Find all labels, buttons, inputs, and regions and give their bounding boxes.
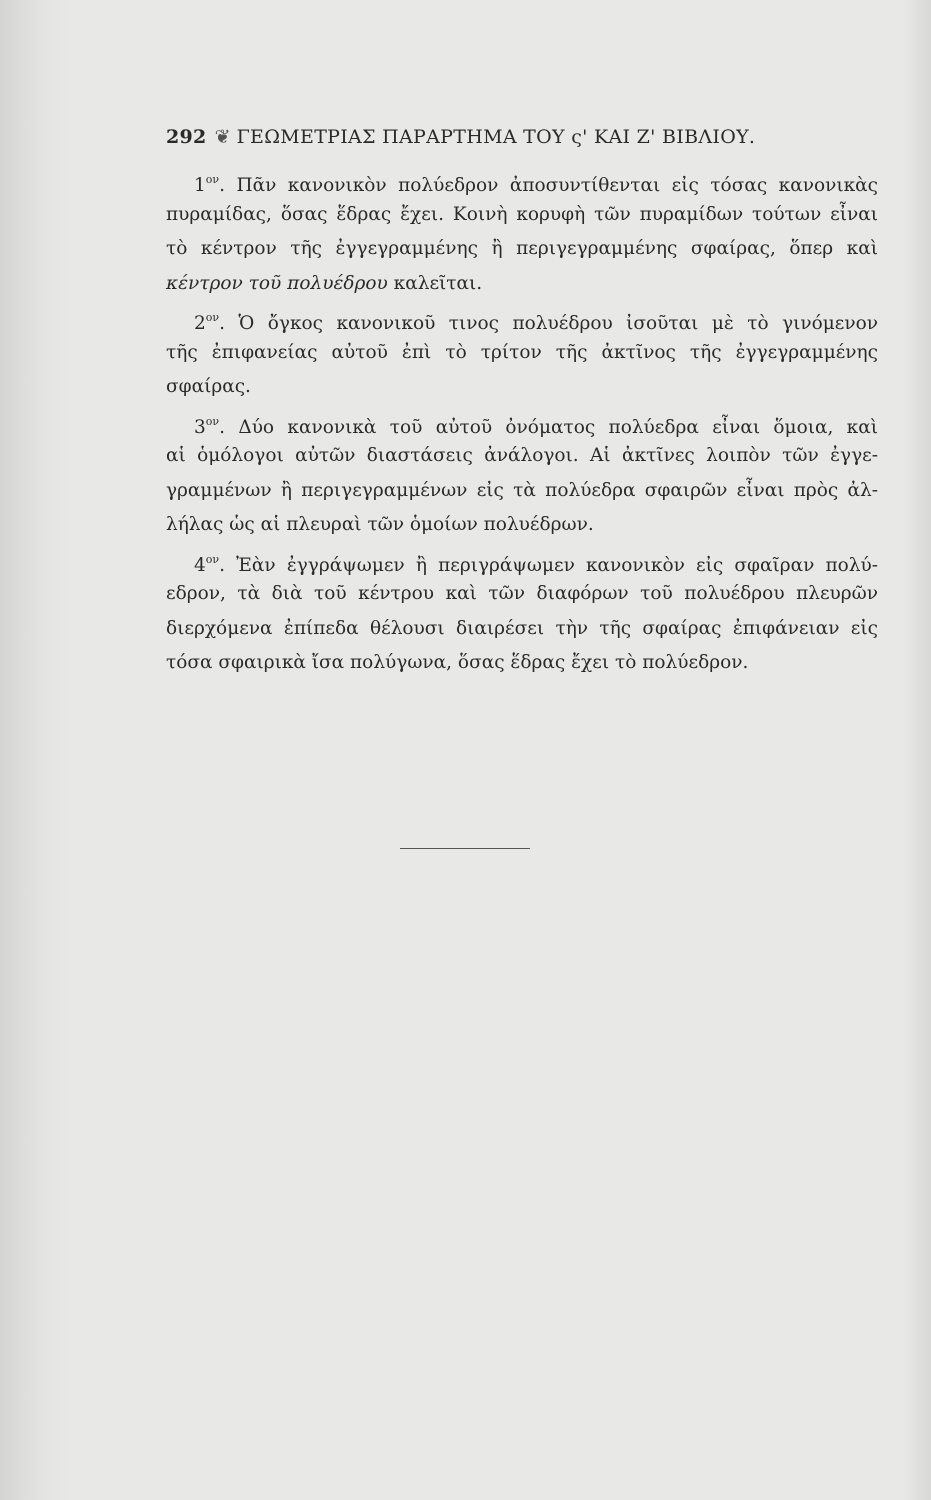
- paragraph-4-line-3: διερχόμενα ἐπίπεδα θέλουσι διαιρέσει τὴν τῆς σφαίρας ἐπιφάνειαν εἰς: [166, 617, 878, 639]
- paragraph-3-line-4: λήλας ὡς αἱ πλευραὶ τῶν ὁμοίων πολυέδρων.: [166, 514, 594, 535]
- paragraph-2-line-3: σφαίρας.: [166, 376, 251, 397]
- paragraph-2-number: $2^{o\nu}$.: [194, 311, 239, 334]
- ornament-icon: ❦: [214, 126, 231, 148]
- page-right-shadow: [903, 0, 931, 1500]
- header-title: ΓΕΩΜΕΤΡΙΑΣ ΠΑΡΑΡΤΗΜΑ ΤΟΥ ς' ΚΑΙ Ζ' ΒΙΒΛΙΟΥ.: [236, 126, 756, 148]
- paragraph-1-line-2: πυραμίδας, ὅσας ἕδρας ἔχει. Κοινὴ κορυφὴ τῶν πυραμίδων τούτων εἶναι: [166, 203, 878, 225]
- italic-phrase: κέντρον τοῦ πολυέδρου: [166, 272, 388, 294]
- end-rule: [400, 848, 530, 849]
- paragraph-1-line-1: $1^{o\nu}$. Πᾶν κανονικὸν πολύεδρον ἀποσυντίθενται εἰς τόσας κανονικὰς: [194, 173, 879, 196]
- page-left-shadow: [0, 0, 70, 1500]
- paragraph-3-line-2: αἱ ὁμόλογοι αὐτῶν διαστάσεις ἀνάλογοι. Αἱ ἀκτῖνες λοιπὸν τῶν ἐγγε-: [166, 445, 878, 466]
- paragraph-1-line-3: τὸ κέντρον τῆς ἐγγεγραμμένης ἢ περιγεγραμμένης σφαίρας, ὅπερ καὶ: [166, 238, 878, 259]
- page-number: 292: [166, 126, 207, 148]
- paragraph-4-number: $4^{o\nu}$.: [194, 552, 237, 576]
- paragraph-2-line-2: τῆς ἐπιφανείας αὐτοῦ ἐπὶ τὸ τρίτον τῆς ἀκτῖνος τῆς ἐγγεγραμμένης: [166, 341, 878, 363]
- paragraph-4-line-2: εδρον, τὰ διὰ τοῦ κέντρου καὶ τῶν διαφόρων τοῦ πολυέδρου πλευρῶν: [166, 583, 878, 604]
- body-text: [166, 163, 878, 681]
- paragraph-3-number: $3^{o\nu}$.: [194, 414, 239, 438]
- paragraph-1-line-4: κέντρον τοῦ πολυέδρου καλεῖται.: [166, 272, 483, 294]
- running-header: [166, 126, 876, 150]
- paragraph-4-line-4: τόσα σφαιρικὰ ἴσα πολύγωνα, ὅσας ἕδρας ἔχει τὸ πολύεδρον.: [166, 652, 749, 673]
- paragraph-4-line-1: $4^{o\nu}$. Ἐὰν ἐγγράψωμεν ἢ περιγράψωμεν κανονικὸν εἰς σφαῖραν πολύ-: [194, 552, 878, 576]
- paragraph-1-number: $1^{o\nu}$.: [194, 173, 237, 196]
- paragraph-2-line-1: $2^{o\nu}$. Ὁ ὄγκος κανονικοῦ τινος πολυέδρου ἰσοῦται μὲ τὸ γινόμενον: [194, 311, 878, 334]
- paragraph-3-line-1: $3^{o\nu}$. Δύο κανονικὰ τοῦ αὐτοῦ ὀνόματος πολύεδρα εἶναι ὅμοια, καὶ: [194, 414, 878, 438]
- paragraph-3-line-3: γραμμένων ἢ περιγεγραμμένων εἰς τὰ πολύεδρα σφαιρῶν εἶναι πρὸς ἀλ-: [166, 479, 878, 501]
